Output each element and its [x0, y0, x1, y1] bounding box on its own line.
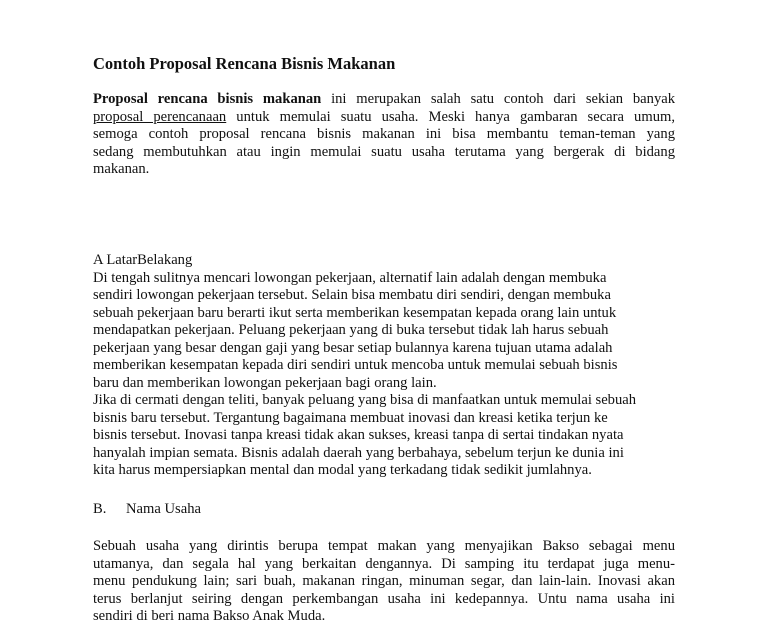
proposal-perencanaan-link[interactable]: proposal perencanaan — [93, 108, 227, 125]
section-latar-belakang — [93, 252, 675, 480]
section-b-number: B. — [93, 501, 107, 517]
intro-text: untuk memulai suatu usaha. Meski hanya gambaran secara umum, — [236, 108, 675, 125]
section-a-heading: A LatarBelakang — [93, 252, 193, 268]
section-b-title: Nama Usaha — [126, 501, 201, 517]
section-a-line: Jika di cermati dengan teliti, banyak peluang yang bisa di manfaatkan untuk memulai sebuah — [93, 392, 637, 408]
section-b-line: menu pendukung lain; sari buah, makanan ringan, minuman segar, dan lain-lain. Inovasi akan — [93, 573, 675, 589]
section-a-line: hanyalah impian semata. Bisnis adalah daerah yang berbahaya, sebelum terjun ke dunia ini — [93, 444, 624, 461]
section-b-line: Sebuah usaha yang dirintis berupa tempat makan yang menyajikan Bakso sebagai menu — [93, 538, 675, 554]
section-b-line: terus berlanjut seiring dengan perkembangan usaha ini kedepannya. Untu nama usaha ini — [93, 590, 675, 607]
document-title: Contoh Proposal Rencana Bisnis Makanan — [93, 54, 396, 73]
section-a-line: pekerjaan yang besar dengan gaji yang besar setiap bulannya karena tujuan utama adalah — [93, 339, 613, 356]
section-a-line: bisnis tersebut. Inovasi tanpa kreasi tidak akan sukses, kreasi tanpa di sertai tindakan nyata — [93, 427, 624, 443]
intro-line: semoga contoh proposal rencana bisnis makanan ini bisa membantu teman-teman yang — [93, 126, 675, 142]
section-a-line: kita harus mempersiapkan mental dan modal yang terkadang tidak sedikit jumlahnya. — [93, 462, 592, 478]
intro-line: sedang membutuhkan atau ingin memulai suatu usaha terutama yang bergerak di bidang — [93, 143, 675, 160]
section-b-line: sendiri di beri nama Bakso Anak Muda. — [93, 608, 326, 624]
section-b-line: utamanya, dan segala hal yang berkaitan dengannya. Di samping itu terdapat juga menu- — [93, 555, 675, 572]
section-a-line: mendapatkan pekerjaan. Peluang pekerjaan yang di buka tersebut tidak lah harus sebuah — [93, 322, 609, 338]
section-a-line: sebuah pekerjaan baru berarti ikut serta memberikan kesempatan kepada orang lain untuk — [93, 304, 617, 321]
intro-line — [93, 91, 675, 109]
section-a-line: bisnis baru tersebut. Tergantung bagaimana membuat inovasi dan kreasi ketika terjun ke — [93, 409, 608, 426]
intro-bold-lead: Proposal rencana bisnis makanan — [93, 91, 322, 107]
intro-line: makanan. — [93, 161, 150, 177]
section-nama-usaha — [93, 538, 675, 626]
intro-paragraph — [93, 91, 675, 179]
section-b-heading-line — [93, 501, 675, 519]
section-a-line: sendiri lowongan pekerjaan tersebut. Selain bisa membatu diri sendiri, dengan membuka — [93, 287, 611, 303]
section-b-heading — [93, 501, 675, 519]
intro-line — [93, 109, 675, 127]
intro-text: ini merupakan salah satu contoh dari sekian banyak — [331, 91, 675, 107]
section-a-line: baru dan memberikan lowongan pekerjaan bagi orang lain. — [93, 374, 437, 391]
section-a-line: memberikan kesempatan kepada diri sendiri untuk mencoba untuk memulai sebuah bisnis — [93, 357, 618, 373]
section-a-line: Di tengah sulitnya mencari lowongan pekerjaan, alternatif lain adalah dengan membuka — [93, 269, 607, 286]
